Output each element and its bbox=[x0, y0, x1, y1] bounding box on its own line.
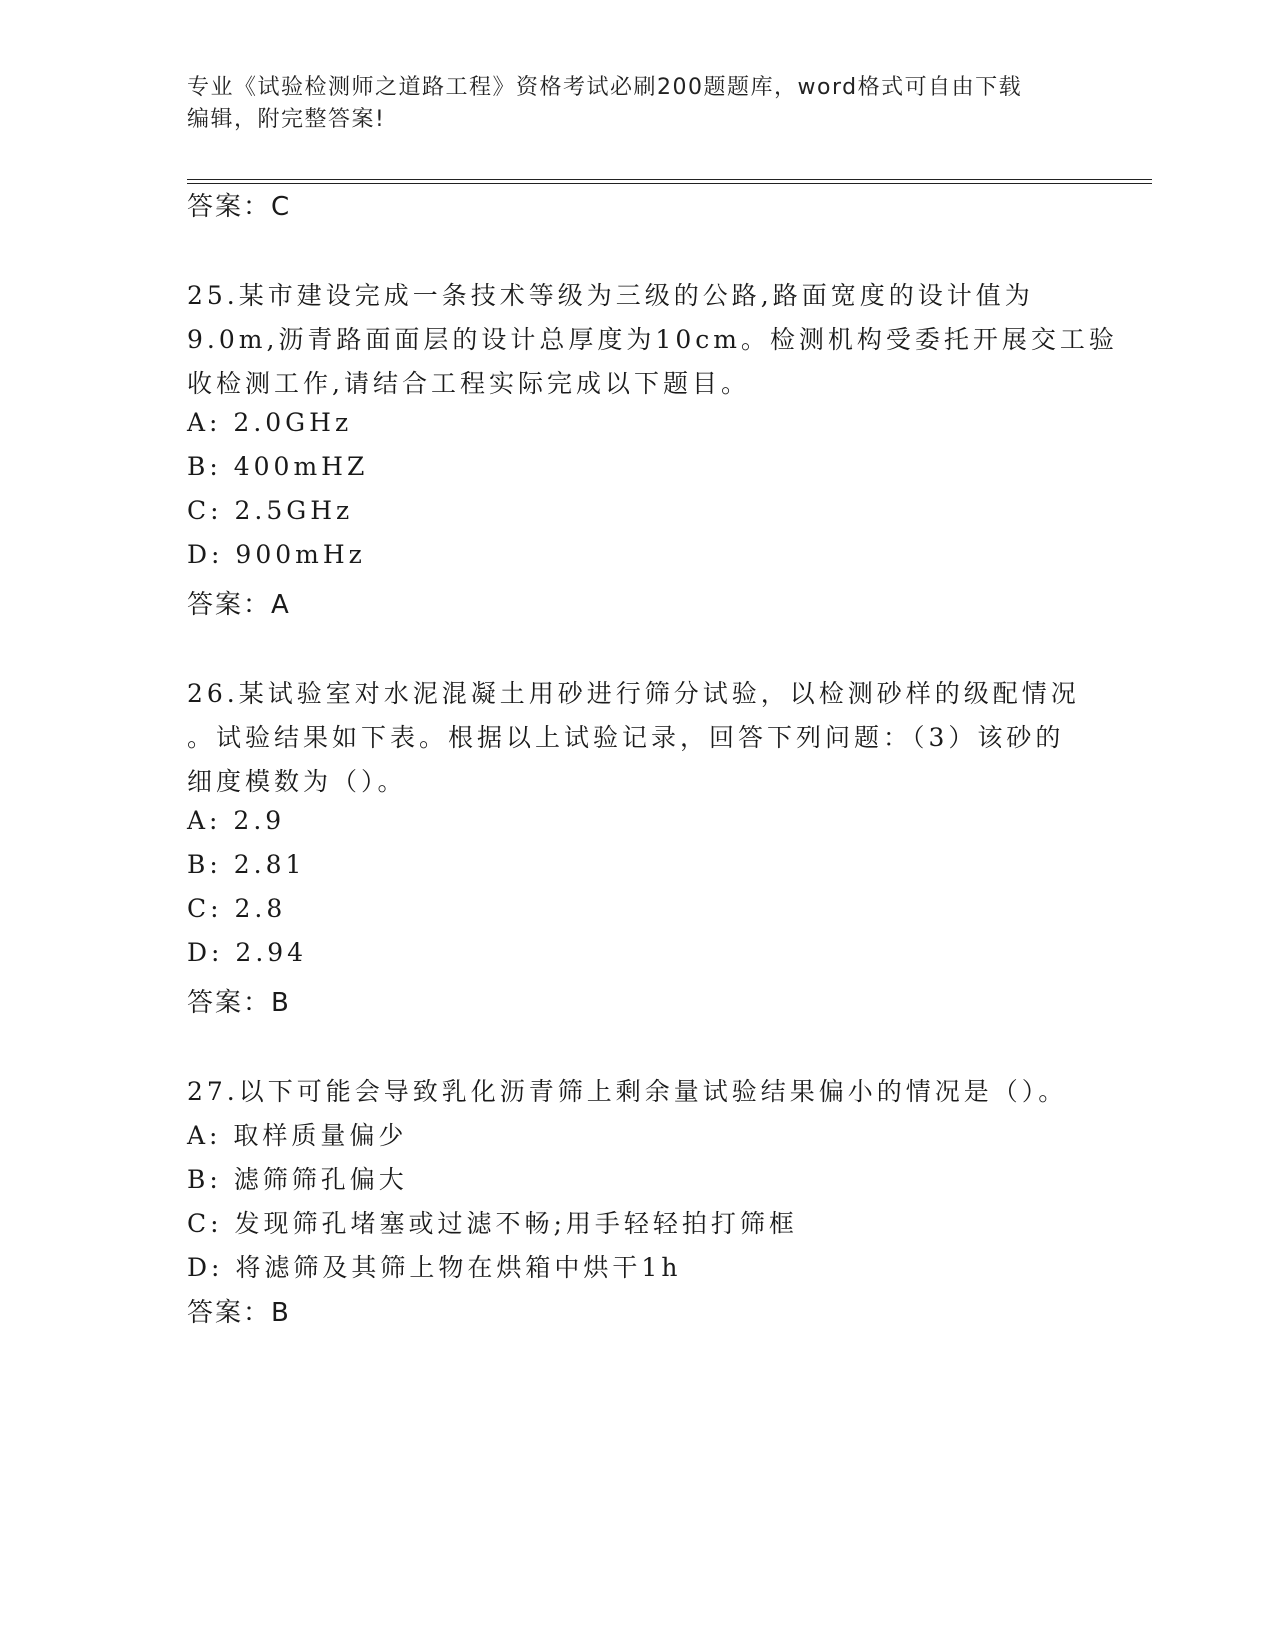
header-line-2: 编辑，附完整答案! bbox=[187, 107, 386, 132]
question-27-option-d: D: 将滤筛及其筛上物在烘箱中烘干1h bbox=[187, 1253, 682, 1282]
question-26-option-d: D: 2.94 bbox=[187, 938, 308, 967]
page-header bbox=[187, 72, 1087, 136]
question-27-option-c: C: 发现筛孔堵塞或过滤不畅;用手轻轻拍打筛框 bbox=[187, 1209, 798, 1238]
previous-answer: 答案：C bbox=[187, 192, 292, 222]
question-25-option-c: C: 2.5GHz bbox=[187, 496, 354, 525]
question-25-answer: 答案：A bbox=[187, 590, 291, 620]
question-25-line-1: 25.某市建设完成一条技术等级为三级的公路,路面宽度的设计值为 bbox=[187, 281, 1034, 310]
question-25-option-b: B: 400mHZ bbox=[187, 452, 369, 481]
question-27-answer: 答案：B bbox=[187, 1298, 291, 1328]
question-27-option-a: A: 取样质量偏少 bbox=[187, 1121, 408, 1150]
question-26-line-2: 。试验结果如下表。根据以上试验记录，回答下列问题：（3）该砂的 bbox=[187, 723, 1065, 752]
question-25-option-d: D: 900mHz bbox=[187, 540, 366, 569]
question-27-option-b: B: 滤筛筛孔偏大 bbox=[187, 1165, 408, 1194]
question-27-line-1: 27.以下可能会导致乳化沥青筛上剩余量试验结果偏小的情况是（）。 bbox=[187, 1077, 1068, 1106]
question-25-line-3: 收检测工作,请结合工程实际完成以下题目。 bbox=[187, 369, 750, 398]
question-26-option-c: C: 2.8 bbox=[187, 894, 287, 923]
header-rule-bottom bbox=[187, 183, 1152, 184]
question-26-line-3: 细度模数为（）。 bbox=[187, 767, 407, 796]
header-rule-top bbox=[187, 179, 1152, 180]
question-26-option-b: B: 2.81 bbox=[187, 850, 306, 879]
question-26-option-a: A: 2.9 bbox=[187, 806, 286, 835]
question-26-line-1: 26.某试验室对水泥混凝土用砂进行筛分试验，以检测砂样的级配情况 bbox=[187, 679, 1080, 708]
header-line-1: 专业《试验检测师之道路工程》资格考试必刷200题题库，word格式可自由下载 bbox=[187, 75, 1023, 100]
question-26-answer: 答案：B bbox=[187, 988, 291, 1018]
question-25-option-a: A: 2.0GHz bbox=[187, 408, 353, 437]
question-25-line-2: 9.0m,沥青路面面层的设计总厚度为10cm。检测机构受委托开展交工验 bbox=[187, 325, 1118, 354]
